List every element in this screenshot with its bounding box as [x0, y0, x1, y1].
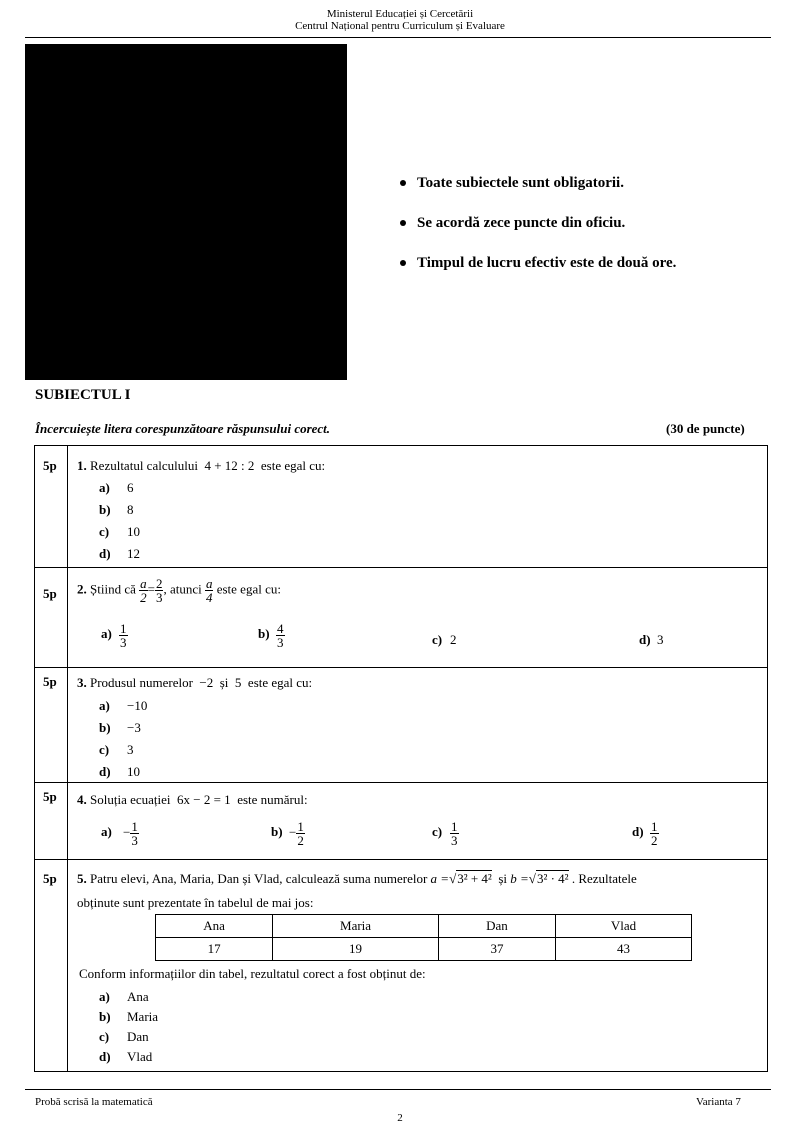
footer-variant: Varianta 7	[696, 1096, 741, 1108]
q2-option-a[interactable]: a) $\frac{1}{3}$	[101, 621, 127, 650]
row-divider	[35, 567, 767, 568]
q1-option-d[interactable]: d) 12	[99, 546, 140, 561]
q5-points: 5p	[43, 871, 57, 886]
q2-text: 2. Știind că $\frac{a}{2}$ = $\frac{2}{3}$ , atunci $\frac{a}{4}$ este egal cu:	[77, 576, 281, 605]
table-cell: 43	[556, 938, 692, 961]
redacted-area	[25, 44, 347, 380]
section-points: (30 de puncte)	[666, 421, 745, 436]
page-header	[0, 8, 800, 32]
center-name: Centrul Național pentru Curriculum și Evaluare	[295, 20, 505, 32]
section-instruction: Încercuiește litera corespunzătoare răspunsului corect.	[35, 421, 331, 436]
footer-rule	[25, 1089, 771, 1090]
q5-conclusion: Conform informațiilor din tabel, rezultatul corect a fost obținut de:	[79, 966, 426, 981]
results-table	[155, 914, 692, 961]
q4-option-d[interactable]: d) $\frac{1}{2}$	[632, 819, 658, 848]
q5-text: 5. Patru elevi, Ana, Maria, Dan și Vlad, calculează suma numerelor a =√3² + 4² și b =√3² · 4² . Rezultatele	[77, 871, 637, 886]
q1-points: 5p	[43, 458, 57, 473]
rules-list	[400, 173, 676, 293]
q5-option-d[interactable]: d) Vlad	[99, 1049, 153, 1064]
table-header-row	[156, 915, 692, 938]
questions-table	[34, 445, 768, 1072]
section-title: SUBIECTUL I	[35, 387, 131, 403]
q1-option-c[interactable]: c) 10	[99, 524, 140, 539]
rule-item: Toate subiectele sunt obligatorii.	[400, 173, 676, 193]
row-divider	[35, 667, 767, 668]
table-header-cell: Maria	[273, 915, 439, 938]
q2-option-b[interactable]: b) $\frac{4}{3}$	[258, 621, 284, 650]
q5-text-line2: obținute sunt prezentate în tabelul de mai jos:	[77, 895, 314, 910]
rule-item: Timpul de lucru efectiv este de două ore.	[400, 253, 676, 273]
q1-option-b[interactable]: b) 8	[99, 502, 134, 517]
table-cell: 19	[273, 938, 439, 961]
table-cell: 37	[438, 938, 555, 961]
q5-option-a[interactable]: a) Ana	[99, 989, 149, 1004]
q3-points: 5p	[43, 674, 57, 689]
row-divider	[35, 782, 767, 783]
bullet-icon	[400, 220, 406, 226]
q3-option-b[interactable]: b) −3	[99, 720, 141, 735]
q5-option-b[interactable]: b) Maria	[99, 1009, 159, 1024]
q5-option-c[interactable]: c) Dan	[99, 1029, 149, 1044]
q4-option-c[interactable]: c) $\frac{1}{3}$	[432, 819, 458, 848]
q4-points: 5p	[43, 789, 57, 804]
row-divider	[35, 859, 767, 860]
q4-option-a[interactable]: a) − $\frac{1}{3}$	[101, 819, 138, 848]
q3-text: 3. Produsul numerelor −2 și 5 este egal cu:	[77, 675, 313, 690]
q3-option-d[interactable]: d) 10	[99, 764, 140, 779]
footer-subject: Probă scrisă la matematică	[35, 1096, 153, 1108]
q2-option-d[interactable]: d) 3	[639, 632, 664, 647]
q3-option-a[interactable]: a) −10	[99, 698, 148, 713]
bullet-icon	[400, 180, 406, 186]
q3-option-c[interactable]: c) 3	[99, 742, 134, 757]
table-header-cell: Dan	[438, 915, 555, 938]
column-divider	[67, 446, 68, 1071]
q2-points: 5p	[43, 586, 57, 601]
bullet-icon	[400, 260, 406, 266]
table-cell: 17	[156, 938, 273, 961]
q1-text: 1. Rezultatul calculului 4 + 12 : 2 este egal cu:	[77, 458, 326, 473]
q4-text: 4. Soluția ecuației 6x − 2 = 1 este numărul:	[77, 792, 308, 807]
page-number: 2	[397, 1112, 403, 1124]
header-rule	[25, 37, 771, 38]
ministry-name: Ministerul Educației și Cercetării	[326, 8, 474, 20]
q1-option-a[interactable]: a) 6	[99, 480, 134, 495]
table-header-cell: Vlad	[556, 915, 692, 938]
table-row	[156, 938, 692, 961]
q2-option-c[interactable]: c) 2	[432, 632, 457, 647]
q4-option-b[interactable]: b) − $\frac{1}{2}$	[271, 819, 304, 848]
table-header-cell: Ana	[156, 915, 273, 938]
rule-item: Se acordă zece puncte din oficiu.	[400, 213, 676, 233]
